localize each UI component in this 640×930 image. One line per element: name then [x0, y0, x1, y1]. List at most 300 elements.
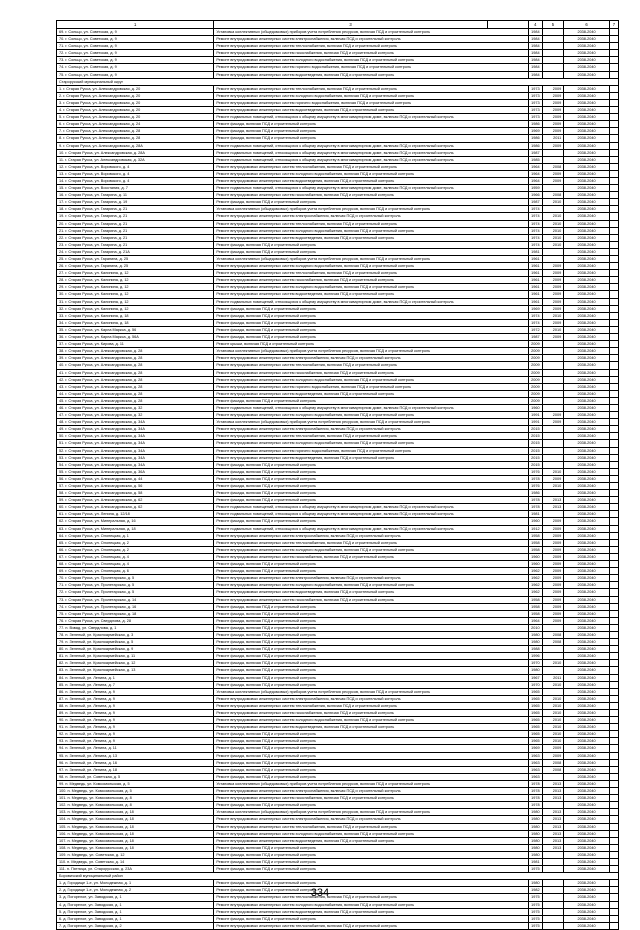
last-repair-year-cell: 2011 [542, 135, 564, 142]
last-repair-year-cell: 2013 [542, 788, 564, 795]
note-cell [609, 795, 618, 802]
column-header: 1 [57, 21, 214, 29]
last-repair-year-cell: 2013 [542, 837, 564, 844]
table-row [57, 610, 619, 617]
table-row [57, 702, 619, 709]
build-year-cell: 1978 [528, 802, 542, 809]
planned-period-cell: 2038-2040 [564, 674, 610, 681]
planned-period-cell: 2038-2040 [564, 156, 610, 163]
last-repair-year-cell [542, 802, 564, 809]
work-type-cell: Ремонт внутридомовых инженерных систем водоотведения, включая ПСД и строительный контроль [214, 234, 529, 241]
build-year-cell: 1958 [528, 546, 542, 553]
planned-period-cell: 2038-2040 [564, 64, 610, 71]
work-type-cell: Ремонт фасада, включая ПСД и строительный контроль [214, 887, 529, 894]
last-repair-year-cell: 2010 [542, 468, 564, 475]
note-cell [609, 532, 618, 539]
work-type-cell: Ремонт внутридомовых инженерных систем газоснабжения, включая ПСД и строительный контроль [214, 50, 529, 57]
last-repair-year-cell: 2009 [542, 319, 564, 326]
build-year-cell: 1958 [528, 596, 542, 603]
note-cell [609, 908, 618, 915]
planned-period-cell: 2038-2040 [564, 185, 610, 192]
planned-period-cell: 2038-2040 [564, 546, 610, 553]
table-row [57, 667, 619, 674]
last-repair-year-cell: 2008 [542, 766, 564, 773]
work-type-cell: Ремонт внутридомовых инженерных систем теплоснабжения, включая ПСД и строительный контроль [214, 433, 529, 440]
planned-period-cell: 2038-2040 [564, 192, 610, 199]
table-header-row [57, 21, 619, 29]
last-repair-year-cell [542, 149, 564, 156]
note-cell [609, 312, 618, 319]
address-cell: 79. п. Зеленый, ул. Красноармейская, д. 5 [57, 639, 214, 646]
work-type-cell: Ремонт внутридомовых инженерных систем холодного водоснабжения, включая ПСД и строительный контроль [214, 901, 529, 908]
note-cell [609, 504, 618, 511]
note-cell [609, 688, 618, 695]
address-cell: 55. г. Старая Русса, ул. Александровская, д. 36А [57, 468, 214, 475]
work-type-cell: Ремонт фасада, включая ПСД и строительный контроль [214, 397, 529, 404]
note-cell [609, 681, 618, 688]
last-repair-year-cell [542, 256, 564, 263]
address-cell: 67. г. Старая Русса, ул. Олонецкая, д. 4 [57, 553, 214, 560]
table-row [57, 390, 619, 397]
work-type-cell: Ремонт подвальных помещений, относящихся к общему имуществу в многоквартирном доме, включая ПСД и строительный контроль [214, 149, 529, 156]
table-row [57, 788, 619, 795]
table-row [57, 575, 619, 582]
address-cell: 6. г. Старая Русса, ул. Александровская, д. 24 [57, 121, 214, 128]
planned-period-cell: 2038-2040 [564, 688, 610, 695]
table-row [57, 866, 619, 873]
address-cell: 103. п. Медведь, ул. Комсомольская, д. 18 [57, 809, 214, 816]
work-type-cell: Ремонт фасада, включая ПСД и строительный контроль [214, 603, 529, 610]
note-cell [609, 227, 618, 234]
work-type-cell: Ремонт подвальных помещений, относящихся к общему имуществу в многоквартирном доме, включая ПСД и строительный контроль [214, 114, 529, 121]
planned-period-cell: 2038-2040 [564, 369, 610, 376]
build-year-cell: 1986 [528, 490, 542, 497]
work-type-cell: Ремонт внутридомовых инженерных систем газоснабжения, включая ПСД и строительный контроль [214, 795, 529, 802]
note-cell [609, 99, 618, 106]
note-cell [609, 745, 618, 752]
note-cell [609, 433, 618, 440]
last-repair-year-cell [542, 50, 564, 57]
last-repair-year-cell: 2009 [542, 121, 564, 128]
note-cell [609, 568, 618, 575]
note-cell [609, 639, 618, 646]
work-type-cell: Установка коллективных (общедомовых) приборов учета потребления ресурсов, включая ПСД и строительный контроль [214, 809, 529, 816]
work-type-cell: Ремонт внутридомовых инженерных систем холодного водоснабжения, включая ПСД и строительный контроль [214, 830, 529, 837]
last-repair-year-cell: 2009 [542, 128, 564, 135]
table-row [57, 497, 619, 504]
build-year-cell: 1965 [528, 695, 542, 702]
planned-period-cell: 2038-2040 [564, 57, 610, 64]
last-repair-year-cell: 2009 [542, 114, 564, 121]
table-row [57, 170, 619, 177]
planned-period-cell: 2038-2040 [564, 667, 610, 674]
note-cell [609, 213, 618, 220]
planned-period-cell: 2038-2040 [564, 624, 610, 631]
table-row [57, 206, 619, 213]
column-header [487, 21, 528, 29]
last-repair-year-cell [542, 653, 564, 660]
work-type-cell: Ремонт внутридомовых инженерных систем водоотведения, включая ПСД и строительный контроль [214, 908, 529, 915]
planned-period-cell: 2038-2040 [564, 291, 610, 298]
note-cell [609, 369, 618, 376]
table-row [57, 419, 619, 426]
address-cell: 44. г. Старая Русса, ул. Александровская, д. 28 [57, 390, 214, 397]
table-row [57, 256, 619, 263]
note-cell [609, 355, 618, 362]
work-type-cell: Ремонт внутридомовых инженерных систем холодного водоснабжения, включая ПСД и строительный контроль [214, 284, 529, 291]
planned-period-cell: 2038-2040 [564, 553, 610, 560]
work-type-cell: Ремонт внутридомовых инженерных систем водоотведения, включая ПСД и строительный контроль [214, 107, 529, 114]
build-year-cell: 1985 [528, 156, 542, 163]
build-year-cell: 1973 [528, 92, 542, 99]
planned-period-cell: 2038-2040 [564, 298, 610, 305]
work-type-cell: Ремонт фасада, включая ПСД и строительный контроль [214, 617, 529, 624]
work-type-cell: Ремонт внутридомовых инженерных систем холодного водоснабжения, включая ПСД и строительный контроль [214, 57, 529, 64]
note-cell [609, 525, 618, 532]
note-cell [609, 348, 618, 355]
table-row [57, 355, 619, 362]
build-year-cell: 1966 [528, 192, 542, 199]
table-row [57, 163, 619, 170]
address-cell: 108. п. Медведь, ул. Комсомольская, д. 18 [57, 844, 214, 851]
planned-period-cell: 2038-2040 [564, 447, 610, 454]
last-repair-year-cell: 2008 [542, 163, 564, 170]
table-row [57, 426, 619, 433]
build-year-cell: 1965 [528, 717, 542, 724]
address-cell: 41. г. Старая Русса, ул. Александровская, д. 28 [57, 369, 214, 376]
planned-period-cell: 2038-2040 [564, 383, 610, 390]
work-type-cell: Ремонт внутридомовых инженерных систем теплоснабжения, включая ПСД и строительный контроль [214, 43, 529, 50]
last-repair-year-cell: 2013 [542, 844, 564, 851]
table-row [57, 99, 619, 106]
document-sheet [56, 20, 619, 930]
address-cell: 53. г. Старая Русса, ул. Александровская, д. 34А [57, 454, 214, 461]
work-type-cell: Ремонт внутридомовых инженерных систем теплоснабжения, включая ПСД и строительный контроль [214, 823, 529, 830]
note-cell [609, 461, 618, 468]
table-row [57, 71, 619, 78]
work-type-cell: Ремонт фасада, включая ПСД и строительный контроль [214, 305, 529, 312]
work-type-cell: Установка коллективных (общедомовых) приборов учета потребления ресурсов, включая ПСД и строительный контроль [214, 419, 529, 426]
last-repair-year-cell [542, 915, 564, 922]
build-year-cell: 2015 [528, 447, 542, 454]
address-cell: 74. г. Старая Русса, ул. Пролетарская, д. 16 [57, 603, 214, 610]
address-cell: 95. п. Зеленый, ул. Ленина, д. 13 [57, 752, 214, 759]
last-repair-year-cell: 2009 [542, 752, 564, 759]
build-year-cell: 1961 [528, 263, 542, 270]
planned-period-cell: 2038-2040 [564, 170, 610, 177]
last-repair-year-cell [542, 376, 564, 383]
build-year-cell: 1988 [528, 646, 542, 653]
address-cell: 83. п. Зеленый, ул. Красноармейская, д. 13 [57, 667, 214, 674]
table-row [57, 185, 619, 192]
table-row [57, 539, 619, 546]
build-year-cell: 1981 [528, 511, 542, 518]
work-type-cell: Ремонт внутридомовых инженерных систем электроснабжения, включая ПСД и строительный контроль [214, 816, 529, 823]
note-cell [609, 326, 618, 333]
work-type-cell: Ремонт фасада, включая ПСД и строительный контроль [214, 461, 529, 468]
table-row [57, 277, 619, 284]
build-year-cell: 1961 [528, 284, 542, 291]
last-repair-year-cell: 2009 [542, 277, 564, 284]
address-cell: 60. г. Старая Русса, ул. Александровская, д. 62 [57, 504, 214, 511]
address-cell: 106. п. Медведь, ул. Комсомольская, д. 18 [57, 830, 214, 837]
work-type-cell: Ремонт фасада, включая ПСД и строительный контроль [214, 866, 529, 873]
build-year-cell: 1978 [528, 475, 542, 482]
table-row [57, 582, 619, 589]
work-type-cell: Ремонт фасада, включая ПСД и строительный контроль [214, 326, 529, 333]
table-row [57, 142, 619, 149]
table-row [57, 412, 619, 419]
work-type-cell: Ремонт внутридомовых инженерных систем электроснабжения, включая ПСД и строительный контроль [214, 575, 529, 582]
planned-period-cell: 2038-2040 [564, 234, 610, 241]
last-repair-year-cell [542, 156, 564, 163]
build-year-cell: 1964 [528, 177, 542, 184]
build-year-cell: 1974 [528, 213, 542, 220]
work-type-cell: Ремонт внутридомовых инженерных систем холодного водоснабжения, включая ПСД и строительный контроль [214, 582, 529, 589]
work-type-cell: Ремонт подвальных помещений, относящихся к общему имуществу в многоквартирном доме, включая ПСД и строительный контроль [214, 142, 529, 149]
address-cell: 73. г. Сольцо, ул. Советская, д. 9 [57, 57, 214, 64]
planned-period-cell: 2038-2040 [564, 277, 610, 284]
build-year-cell: 1965 [528, 710, 542, 717]
note-cell [609, 752, 618, 759]
build-year-cell: 1975 [528, 915, 542, 922]
address-cell: 49. г. Старая Русса, ул. Александровская, д. 34А [57, 426, 214, 433]
address-cell: 90. п. Зеленый, ул. Ленина, д. 9 [57, 717, 214, 724]
table-row [57, 369, 619, 376]
table-row [57, 738, 619, 745]
address-cell: 22. г. Старая Русса, ул. Гагарина, д. 21 [57, 234, 214, 241]
build-year-cell: 1984 [528, 57, 542, 64]
build-year-cell: 1975 [528, 922, 542, 929]
address-cell: 61. г. Старая Русса, ул. Ленина, д. 12/18 [57, 511, 214, 518]
address-cell: 72. г. Сольцо, ул. Советская, д. 9 [57, 50, 214, 57]
table-row [57, 135, 619, 142]
note-cell [609, 766, 618, 773]
last-repair-year-cell: 2010 [542, 695, 564, 702]
address-cell: 110. п. Медведь, ул. Советская, д. 14 [57, 858, 214, 865]
table-row [57, 263, 619, 270]
last-repair-year-cell [542, 624, 564, 631]
build-year-cell: 1970 [528, 681, 542, 688]
planned-period-cell: 2038-2040 [564, 837, 610, 844]
table-row [57, 92, 619, 99]
table-row [57, 454, 619, 461]
build-year-cell: 2010 [528, 624, 542, 631]
work-type-cell: Ремонт внутридомовых инженерных систем газоснабжения, включая ПСД и строительный контроль [214, 553, 529, 560]
address-cell: 70. г. Сольцо, ул. Советская, д. 9 [57, 36, 214, 43]
build-year-cell: 1960 [528, 518, 542, 525]
work-type-cell: Ремонт фасада, включая ПСД и строительный контроль [214, 858, 529, 865]
planned-period-cell: 2038-2040 [564, 454, 610, 461]
table-row [57, 440, 619, 447]
table-row [57, 29, 619, 36]
last-repair-year-cell [542, 57, 564, 64]
note-cell [609, 334, 618, 341]
build-year-cell: 1974 [528, 220, 542, 227]
planned-period-cell: 2038-2040 [564, 128, 610, 135]
table-row [57, 220, 619, 227]
note-cell [609, 660, 618, 667]
note-cell [609, 518, 618, 525]
build-year-cell: 2009 [528, 369, 542, 376]
last-repair-year-cell [542, 341, 564, 348]
address-cell: 54. г. Старая Русса, ул. Александровская, д. 34А [57, 461, 214, 468]
note-cell [609, 780, 618, 787]
work-type-cell: Ремонт фасада, включая ПСД и строительный контроль [214, 844, 529, 851]
build-year-cell: 1975 [528, 908, 542, 915]
work-type-cell: Ремонт фасада, включая ПСД и строительный контроль [214, 681, 529, 688]
address-cell: 71. г. Сольцо, ул. Советская, д. 9 [57, 43, 214, 50]
work-type-cell: Ремонт фасада, включая ПСД и строительный контроль [214, 497, 529, 504]
table-row [57, 631, 619, 638]
work-type-cell: Ремонт внутридомовых инженерных систем водоотведения, включая ПСД и строительный контроль [214, 177, 529, 184]
build-year-cell: 1958 [528, 610, 542, 617]
work-type-cell: Ремонт внутридомовых инженерных систем горячего водоснабжения, включая ПСД и строительный контроль [214, 383, 529, 390]
note-cell [609, 589, 618, 596]
note-cell [609, 128, 618, 135]
build-year-cell: 1972 [528, 326, 542, 333]
last-repair-year-cell [542, 43, 564, 50]
build-year-cell: 1978 [528, 780, 542, 787]
planned-period-cell: 2038-2040 [564, 29, 610, 36]
note-cell [609, 298, 618, 305]
last-repair-year-cell: 2009 [542, 412, 564, 419]
table-row [57, 447, 619, 454]
table-row [57, 624, 619, 631]
note-cell [609, 85, 618, 92]
last-repair-year-cell [542, 922, 564, 929]
build-year-cell: 1964 [528, 170, 542, 177]
planned-period-cell: 2038-2040 [564, 419, 610, 426]
work-type-cell: Ремонт внутридомовых инженерных систем электроснабжения, включая ПСД и строительный контроль [214, 213, 529, 220]
note-cell [609, 149, 618, 156]
planned-period-cell: 2038-2040 [564, 901, 610, 908]
planned-period-cell: 2038-2040 [564, 440, 610, 447]
build-year-cell: 2009 [528, 383, 542, 390]
planned-period-cell: 2038-2040 [564, 844, 610, 851]
last-repair-year-cell: 2009 [542, 92, 564, 99]
work-type-cell: Ремонт фасада, включая ПСД и строительный контроль [214, 518, 529, 525]
work-type-cell: Ремонт внутридомовых инженерных систем водоотведения, включая ПСД и строительный контроль [214, 454, 529, 461]
table-row [57, 908, 619, 915]
planned-period-cell: 2038-2040 [564, 220, 610, 227]
address-cell: 33. г. Старая Русса, ул. Калинина, д. 18 [57, 312, 214, 319]
address-cell: 4. г. Старая Русса, ул. Александровская, д. 20 [57, 107, 214, 114]
build-year-cell: 1973 [528, 85, 542, 92]
last-repair-year-cell: 2010 [542, 241, 564, 248]
last-repair-year-cell: 2009 [542, 99, 564, 106]
address-cell: 34. г. Старая Русса, ул. Калинина, д. 18 [57, 319, 214, 326]
note-cell [609, 419, 618, 426]
last-repair-year-cell: 2009 [542, 546, 564, 553]
build-year-cell: 1982 [528, 887, 542, 894]
table-row [57, 305, 619, 312]
table-row [57, 518, 619, 525]
planned-period-cell: 2038-2040 [564, 99, 610, 106]
build-year-cell: 1980 [528, 830, 542, 837]
work-type-cell: Ремонт фасада, включая ПСД и строительный контроль [214, 135, 529, 142]
table-row [57, 50, 619, 57]
build-year-cell: 1969 [528, 745, 542, 752]
table-row [57, 830, 619, 837]
table-row [57, 326, 619, 333]
address-cell: 85. п. Зеленый, ул. Ленина, д. 7 [57, 681, 214, 688]
build-year-cell: 1974 [528, 234, 542, 241]
build-year-cell: 1958 [528, 539, 542, 546]
address-cell: 45. г. Старая Русса, ул. Александровская, д. 28 [57, 397, 214, 404]
table-row [57, 511, 619, 518]
work-type-cell: Ремонт фасада, включая ПСД и строительный контроль [214, 334, 529, 341]
build-year-cell: 1961 [528, 291, 542, 298]
note-cell [609, 29, 618, 36]
work-type-cell: Ремонт внутридомовых инженерных систем теплоснабжения, включая ПСД и строительный контроль [214, 270, 529, 277]
planned-period-cell: 2038-2040 [564, 248, 610, 255]
planned-period-cell: 2038-2040 [564, 773, 610, 780]
work-type-cell: Ремонт фасада, включая ПСД и строительный контроль [214, 915, 529, 922]
note-cell [609, 319, 618, 326]
build-year-cell: 1969 [528, 128, 542, 135]
planned-period-cell: 2038-2040 [564, 483, 610, 490]
build-year-cell: 1991 [528, 412, 542, 419]
address-cell: 24. г. Старая Русса, ул. Гагарина, д. 21А [57, 248, 214, 255]
note-cell [609, 816, 618, 823]
table-row [57, 397, 619, 404]
last-repair-year-cell: 2008 [542, 639, 564, 646]
planned-period-cell: 2038-2040 [564, 731, 610, 738]
table-row [57, 334, 619, 341]
work-type-cell: Ремонт фасада, включая ПСД и строительный контроль [214, 802, 529, 809]
build-year-cell: 1980 [528, 639, 542, 646]
planned-period-cell: 2038-2040 [564, 263, 610, 270]
address-cell: 88. п. Зеленый, ул. Ленина, д. 9 [57, 702, 214, 709]
last-repair-year-cell: 2009 [542, 291, 564, 298]
address-cell: 43. г. Старая Русса, ул. Александровская, д. 28 [57, 383, 214, 390]
last-repair-year-cell [542, 454, 564, 461]
address-cell: 12. г. Старая Русса, ул. Воровского, д. 4 [57, 163, 214, 170]
last-repair-year-cell [542, 490, 564, 497]
note-cell [609, 596, 618, 603]
table-row [57, 348, 619, 355]
note-cell [609, 277, 618, 284]
build-year-cell: 1963 [528, 766, 542, 773]
last-repair-year-cell: 2010 [542, 199, 564, 206]
note-cell [609, 731, 618, 738]
build-year-cell: 1965 [528, 738, 542, 745]
build-year-cell: 2009 [528, 348, 542, 355]
table-row [57, 114, 619, 121]
address-cell: 27. г. Старая Русса, ул. Калинина, д. 12 [57, 270, 214, 277]
planned-period-cell: 2038-2040 [564, 490, 610, 497]
planned-period-cell: 2038-2040 [564, 568, 610, 575]
last-repair-year-cell: 2009 [542, 532, 564, 539]
planned-period-cell: 2038-2040 [564, 809, 610, 816]
build-year-cell: 2015 [528, 461, 542, 468]
work-type-cell: Ремонт подвальных помещений, относящихся к общему имуществу в многоквартирном доме, включая ПСД и строительный контроль [214, 404, 529, 411]
page-number: 334 [310, 887, 330, 899]
build-year-cell: 1984 [528, 29, 542, 36]
last-repair-year-cell: 2013 [542, 497, 564, 504]
table-row [57, 107, 619, 114]
address-cell: 82. п. Зеленый, ул. Красноармейская, д. 12 [57, 660, 214, 667]
work-type-cell: Ремонт внутридомовых инженерных систем теплоснабжения, включая ПСД и строительный контроль [214, 702, 529, 709]
build-year-cell: 1980 [528, 816, 542, 823]
note-cell [609, 234, 618, 241]
last-repair-year-cell [542, 426, 564, 433]
table-row [57, 802, 619, 809]
planned-period-cell: 2038-2040 [564, 816, 610, 823]
work-type-cell: Ремонт внутридомовых инженерных систем электроснабжения, включая ПСД и строительный контроль [214, 426, 529, 433]
work-type-cell: Ремонт внутридомовых инженерных систем теплоснабжения, включая ПСД и строительный контроль [214, 922, 529, 929]
